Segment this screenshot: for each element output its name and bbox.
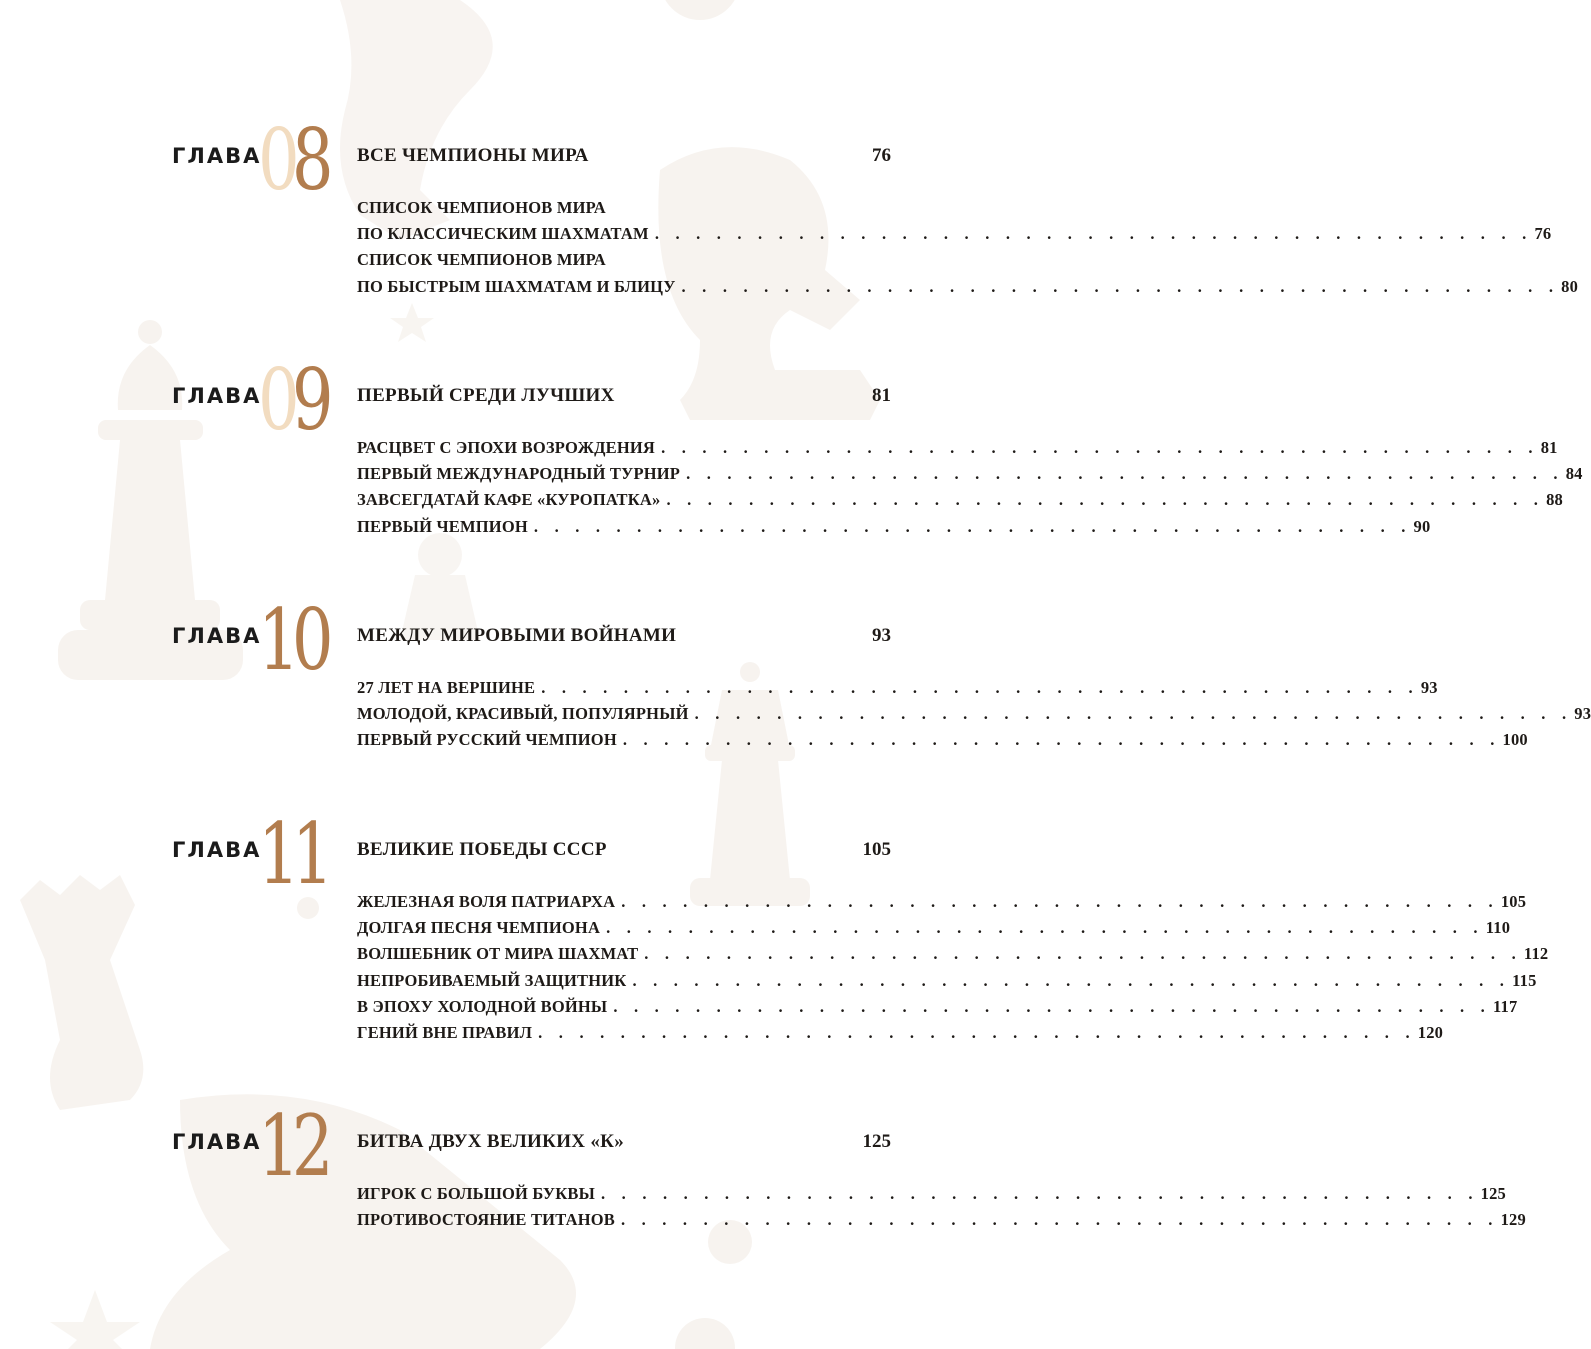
entry-page: 81 — [1540, 438, 1558, 457]
entry-title: РАСЦВЕТ С ЭПОХИ ВОЗРОЖДЕНИЯ — [357, 438, 656, 457]
chapter-number-first-digit: 1 — [258, 591, 292, 689]
toc-entry[interactable] — [357, 1207, 1526, 1233]
toc-entry[interactable] — [357, 487, 1563, 513]
entry-list — [357, 1181, 1526, 1233]
entry-page: 93 — [1574, 704, 1591, 724]
chapter-number-first-digit: 1 — [258, 805, 292, 903]
dot-leader: . . . . . . . . . . . . . . . . . . . . . . . . . . . . . . . . . . . . . . . . . . . — [644, 944, 1522, 964]
chapter-page[interactable]: 81 — [872, 385, 891, 406]
dot-leader: . . . . . . . . . . . . . . . . . . . . . . . . . . . . . . . . . . . . . . . . . . . — [601, 1184, 1479, 1203]
entry-list — [357, 675, 1591, 754]
toc-entry[interactable] — [357, 435, 1558, 461]
entry-title: МОЛОДОЙ, КРАСИВЫЙ, ПОПУЛЯРНЫЙ — [357, 704, 689, 724]
dot-leader: . . . . . . . . . . . . . . . . . . . . . . . . . . . . . . . . . . . . . . . . . . . — [606, 918, 1484, 938]
entry-list — [357, 889, 1549, 1046]
toc-entry[interactable] — [357, 514, 1431, 540]
entry-title: ПО КЛАССИЧЕСКИМ ШАХМАТАМ — [357, 224, 649, 244]
chapter-title[interactable]: ВЕЛИКИЕ ПОБЕДЫ СССР — [357, 839, 607, 860]
dot-leader: . . . . . . . . . . . . . . . . . . . . . . . . . . . . . . . . . . . . . . . . . . . — [621, 892, 1499, 911]
chapter-label: ГЛАВА — [172, 838, 262, 862]
entry-title: ГЕНИЙ ВНЕ ПРАВИЛ — [357, 1022, 533, 1042]
toc-entry[interactable] — [357, 941, 1549, 967]
dot-leader: . . . . . . . . . . . . . . . . . . . . . . . . . . . . . . . . . . . . . . . . . . . — [666, 490, 1545, 510]
dot-leader: . . . . . . . . . . . . . . . . . . . . . . . . . . . . . . . . . . . . . . . . . . . — [541, 678, 1419, 697]
chapter-number — [258, 1097, 326, 1195]
dot-leader: . . . . . . . . . . . . . . . . . . . . . . . . . . . . . . . . . . . . . . . . . . . — [661, 438, 1539, 457]
entry-page: 129 — [1500, 1210, 1526, 1230]
chapter-number-second-digit: 2 — [291, 1097, 326, 1195]
chapter-number-first-digit: 0 — [258, 351, 292, 449]
chapter-page[interactable]: 93 — [872, 625, 891, 646]
entry-title: ПО БЫСТРЫМ ШАХМАТАМ И БЛИЦУ — [357, 276, 676, 296]
entry-page: 84 — [1565, 464, 1583, 484]
dot-leader: . . . . . . . . . . . . . . . . . . . . . . . . . . . . . . . . . . . . . . . . . . . — [538, 1022, 1416, 1042]
chapter-number-second-digit: 9 — [291, 351, 326, 449]
entry-page: 110 — [1485, 918, 1511, 938]
chapter-number-first-digit: 1 — [258, 1097, 292, 1195]
toc-entry[interactable] — [357, 701, 1591, 727]
toc-entry[interactable] — [357, 461, 1583, 487]
toc-entry[interactable] — [357, 968, 1537, 994]
chapter-number-first-digit: 0 — [258, 111, 292, 209]
chapter-label: ГЛАВА — [172, 624, 262, 648]
toc-entry[interactable] — [357, 1181, 1506, 1207]
chapter-page[interactable]: 76 — [872, 145, 891, 166]
chapter-page[interactable]: 105 — [862, 839, 891, 860]
entry-title: ПЕРВЫЙ МЕЖДУНАРОДНЫЙ ТУРНИР — [357, 464, 681, 484]
entry-title: ДОЛГАЯ ПЕСНЯ ЧЕМПИОНА — [357, 918, 601, 938]
entry-title: В ЭПОХУ ХОЛОДНОЙ ВОЙНЫ — [357, 996, 608, 1016]
entry-title: ВОЛШЕБНИК ОТ МИРА ШАХМАТ — [357, 944, 639, 964]
entry-page: 90 — [1413, 516, 1431, 536]
dot-leader: . . . . . . . . . . . . . . . . . . . . . . . . . . . . . . . . . . . . . . . . . . . — [620, 1210, 1499, 1230]
toc-entry[interactable] — [357, 1020, 1444, 1046]
chapter-title[interactable]: БИТВА ДВУХ ВЕЛИКИХ «К» — [357, 1131, 625, 1152]
entry-title: НЕПРОБИВАЕМЫЙ ЗАЩИТНИК — [357, 970, 627, 990]
entry-title: ПЕРВЫЙ ЧЕМПИОН — [357, 516, 528, 536]
pawn-icon — [400, 533, 480, 640]
entry-first-line[interactable]: СПИСОК ЧЕМПИОНОВ МИРА — [357, 198, 606, 217]
dot-leader: . . . . . . . . . . . . . . . . . . . . . . . . . . . . . . . . . . . . . . . . . . . — [654, 224, 1533, 244]
entry-list — [357, 195, 1579, 300]
chapter-number — [258, 591, 326, 689]
entry-page: 115 — [1512, 970, 1537, 990]
star-icon — [390, 303, 434, 342]
dot-leader: . . . . . . . . . . . . . . . . . . . . . . . . . . . . . . . . . . . . . . . . . . . — [694, 704, 1573, 724]
pawn-icon — [660, 0, 740, 20]
toc-entry[interactable] — [357, 889, 1527, 915]
entry-list — [357, 435, 1583, 540]
entry-page: 125 — [1480, 1184, 1506, 1203]
entry-page: 88 — [1546, 490, 1563, 510]
dot-leader: . . . . . . . . . . . . . . . . . . . . . . . . . . . . . . . . . . . . . . . . . . . — [533, 516, 1412, 536]
entry-title: ПЕРВЫЙ РУССКИЙ ЧЕМПИОН — [357, 730, 617, 750]
toc-entry[interactable] — [357, 675, 1438, 701]
chapter-number-second-digit: 0 — [291, 591, 326, 689]
chapter-number — [258, 111, 326, 209]
star-icon — [50, 1290, 140, 1349]
toc-entry[interactable] — [357, 915, 1511, 941]
entry-page: 105 — [1500, 892, 1527, 911]
chapter-label: ГЛАВА — [172, 144, 262, 168]
entry-first-line[interactable]: СПИСОК ЧЕМПИОНОВ МИРА — [357, 250, 606, 270]
dot-leader: . . . . . . . . . . . . . . . . . . . . . . . . . . . . . . . . . . . . . . . . . . . — [613, 996, 1491, 1016]
toc-entry[interactable] — [357, 727, 1528, 753]
chapter-label: ГЛАВА — [172, 384, 262, 408]
chapter-title[interactable]: ПЕРВЫЙ СРЕДИ ЛУЧШИХ — [357, 385, 615, 406]
chapter-number — [258, 805, 326, 903]
dot-leader: . . . . . . . . . . . . . . . . . . . . . . . . . . . . . . . . . . . . . . . . . . . — [686, 464, 1564, 484]
entry-title: ИГРОК С БОЛЬШОЙ БУКВЫ — [357, 1184, 596, 1203]
chapter-number-second-digit: 8 — [291, 111, 326, 209]
chapter-title[interactable]: ВСЕ ЧЕМПИОНЫ МИРА — [357, 145, 589, 166]
rook-icon — [20, 875, 143, 1110]
chapter-number-second-digit: 1 — [291, 805, 326, 903]
pawn-icon — [675, 1220, 752, 1349]
entry-title: ЗАВСЕГДАТАЙ КАФЕ «КУРОПАТКА» — [357, 490, 661, 510]
chapter-title[interactable]: МЕЖДУ МИРОВЫМИ ВОЙНАМИ — [357, 625, 677, 646]
toc-entry[interactable] — [357, 221, 1552, 247]
entry-title: 27 ЛЕТ НА ВЕРШИНЕ — [357, 678, 536, 697]
entry-page: 76 — [1534, 224, 1552, 244]
chapter-label: ГЛАВА — [172, 1130, 262, 1154]
entry-page: 80 — [1561, 276, 1579, 296]
entry-page: 93 — [1420, 678, 1438, 697]
dot-leader: . . . . . . . . . . . . . . . . . . . . . . . . . . . . . . . . . . . . . . . . . . . — [622, 730, 1501, 750]
dot-leader: . . . . . . . . . . . . . . . . . . . . . . . . . . . . . . . . . . . . . . . . . . . — [632, 970, 1511, 990]
toc-entry[interactable] — [357, 994, 1518, 1020]
dot-leader: . . . . . . . . . . . . . . . . . . . . . . . . . . . . . . . . . . . . . . . . . . . — [681, 276, 1560, 296]
entry-page: 117 — [1492, 996, 1518, 1016]
entry-title: ЖЕЛЕЗНАЯ ВОЛЯ ПАТРИАРХА — [357, 892, 616, 911]
entry-page: 100 — [1502, 730, 1528, 750]
toc-entry[interactable] — [357, 274, 1579, 300]
entry-title: ПРОТИВОСТОЯНИЕ ТИТАНОВ — [357, 1210, 615, 1230]
chapter-number — [258, 351, 326, 449]
entry-page: 120 — [1417, 1022, 1444, 1042]
entry-page: 112 — [1523, 944, 1549, 964]
chapter-page[interactable]: 125 — [862, 1131, 891, 1152]
